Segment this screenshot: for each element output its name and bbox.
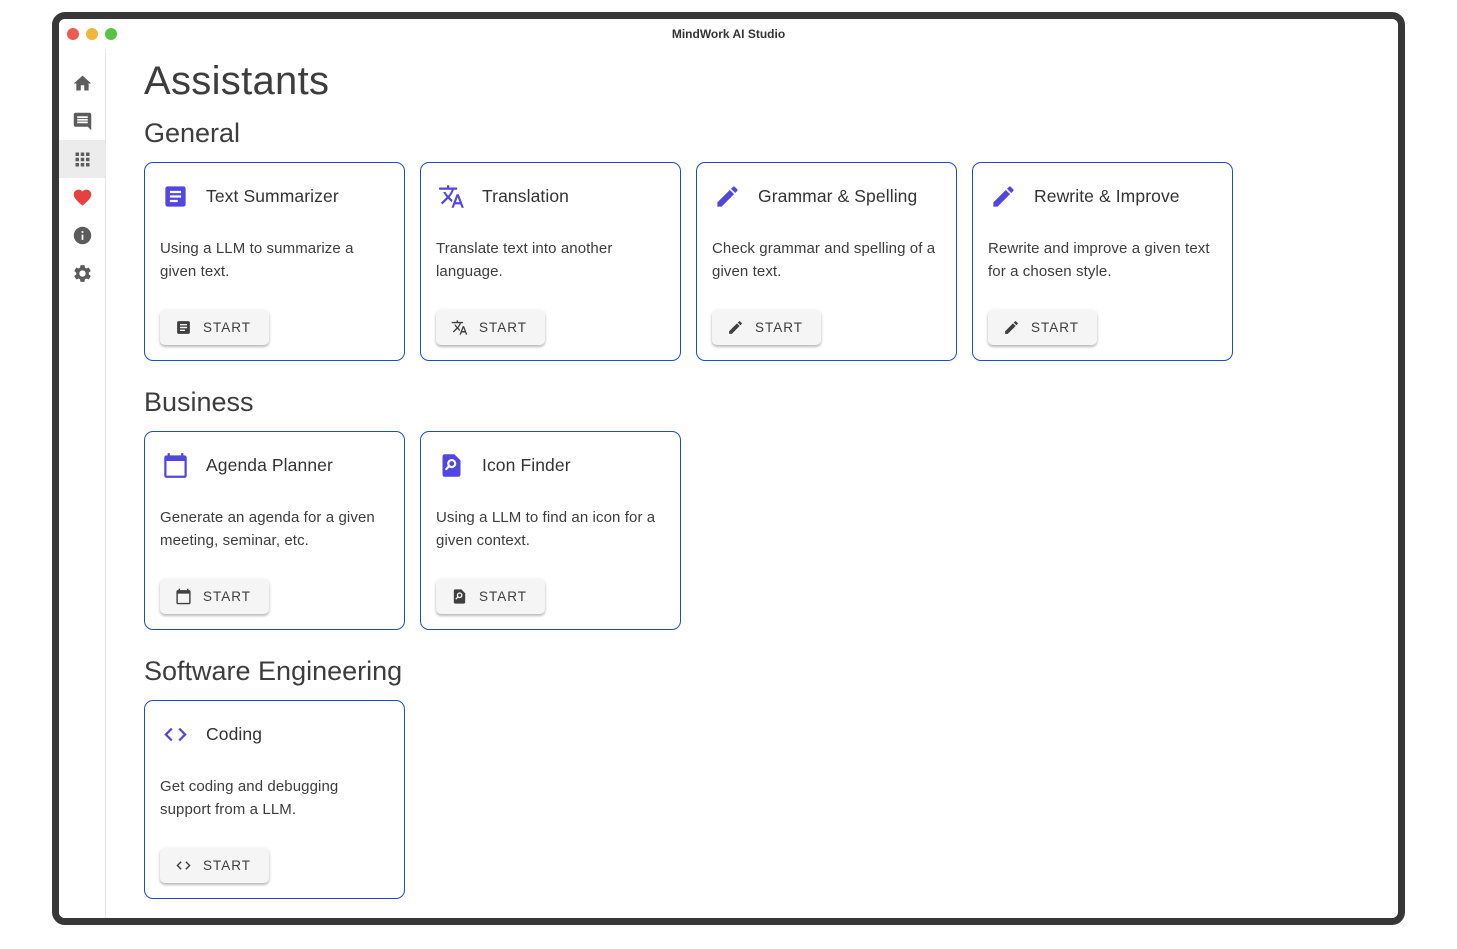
card-title: Rewrite & Improve	[1034, 186, 1180, 206]
start-button-label: START	[479, 589, 528, 604]
home-icon	[72, 73, 93, 94]
assistant-card	[972, 162, 1233, 361]
edit-icon	[714, 183, 741, 210]
card-header	[160, 178, 389, 210]
start-button[interactable]	[160, 310, 269, 345]
sidebar-item-favorites[interactable]	[59, 178, 105, 216]
edit-icon	[727, 319, 744, 336]
card-title: Text Summarizer	[206, 186, 339, 206]
title-bar	[59, 19, 1398, 49]
app-window	[52, 12, 1405, 925]
info-icon	[72, 225, 93, 246]
section-heading: Business	[144, 387, 254, 417]
heart-icon	[72, 187, 93, 208]
translate-icon	[451, 319, 468, 336]
card-description: Generate an agenda for a given meeting, seminar, etc.	[160, 509, 375, 549]
card-title: Coding	[206, 724, 263, 744]
sidebar-item-chats[interactable]	[59, 102, 105, 140]
main-content	[106, 49, 1398, 918]
card-row	[144, 162, 1378, 361]
assistant-card	[696, 162, 957, 361]
card-header	[436, 447, 665, 479]
start-button-label: START	[479, 320, 528, 335]
sidebar-item-assistants[interactable]	[59, 140, 105, 178]
card-title: Icon Finder	[482, 455, 571, 475]
calendar-icon	[162, 452, 189, 479]
card-description: Rewrite and improve a given text for a chosen style.	[988, 240, 1210, 280]
page-title: Assistants	[144, 59, 330, 103]
sections	[144, 117, 1378, 899]
assistant-card	[144, 700, 405, 899]
start-button[interactable]	[160, 579, 269, 614]
code-icon	[162, 721, 189, 748]
card-header	[160, 716, 389, 748]
assistant-card	[420, 162, 681, 361]
chat-icon	[72, 111, 93, 132]
gear-icon	[72, 263, 93, 284]
assistant-card	[144, 162, 405, 361]
start-button[interactable]	[436, 579, 545, 614]
apps-grid-icon	[72, 149, 93, 170]
edit-icon	[990, 183, 1017, 210]
card-header	[436, 178, 665, 210]
start-button[interactable]	[712, 310, 821, 345]
app-body	[59, 49, 1398, 918]
assistant-card	[144, 431, 405, 630]
start-button[interactable]	[160, 848, 269, 883]
start-button[interactable]	[988, 310, 1097, 345]
sidebar-item-about[interactable]	[59, 216, 105, 254]
calendar-icon	[175, 588, 192, 605]
code-icon	[175, 857, 192, 874]
assistant-card	[420, 431, 681, 630]
start-button-label: START	[203, 320, 252, 335]
article-icon	[162, 183, 189, 210]
start-button[interactable]	[436, 310, 545, 345]
card-title: Translation	[482, 186, 570, 206]
card-header	[988, 178, 1217, 210]
card-description: Get coding and debugging support from a LLM.	[160, 778, 339, 818]
icon-search-icon	[438, 452, 465, 479]
sidebar-item-settings[interactable]	[59, 254, 105, 292]
card-description: Check grammar and spelling of a given text.	[712, 240, 936, 280]
start-button-label: START	[203, 589, 252, 604]
card-row	[144, 431, 1378, 630]
card-title: Grammar & Spelling	[758, 186, 918, 206]
icon-search-icon	[451, 588, 468, 605]
card-row	[144, 700, 1378, 899]
card-description: Translate text into another language.	[436, 240, 613, 280]
card-header	[712, 178, 941, 210]
section-heading: General	[144, 118, 241, 148]
card-header	[160, 447, 389, 479]
start-button-label: START	[1031, 320, 1080, 335]
card-title: Agenda Planner	[206, 455, 333, 475]
card-description: Using a LLM to summarize a given text.	[160, 240, 354, 280]
translate-icon	[438, 183, 465, 210]
start-button-label: START	[755, 320, 804, 335]
sidebar-item-home[interactable]	[59, 64, 105, 102]
start-button-label: START	[203, 858, 252, 873]
article-icon	[175, 319, 192, 336]
window-title: MindWork AI Studio	[671, 27, 786, 41]
sidebar	[59, 49, 106, 918]
edit-icon	[1003, 319, 1020, 336]
section-heading: Software Engineering	[144, 656, 403, 686]
card-description: Using a LLM to find an icon for a given context.	[436, 509, 656, 549]
